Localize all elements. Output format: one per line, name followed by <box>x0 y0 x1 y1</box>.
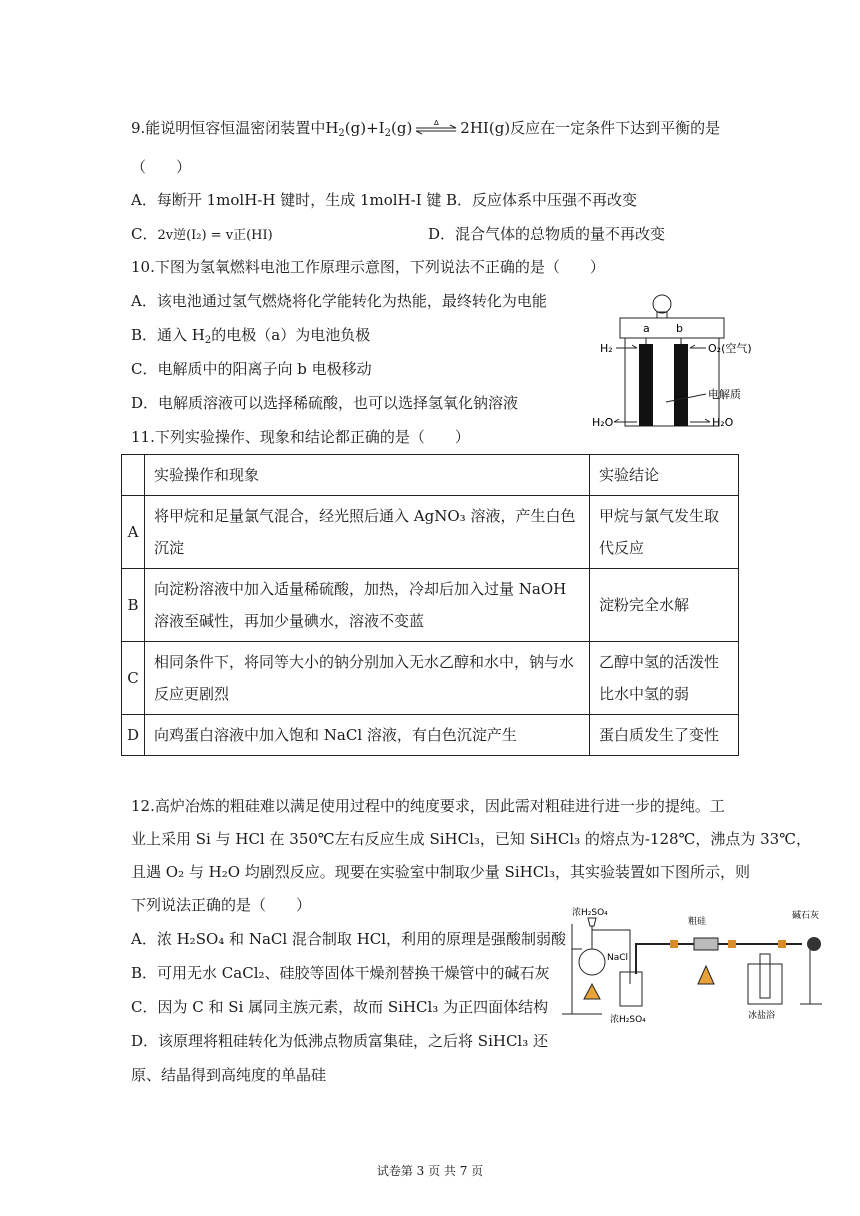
q12-stem-line-1: 12.高炉冶炼的粗硅难以满足使用过程中的纯度要求，因此需对粗硅进行进一步的提纯。工 <box>131 797 725 815</box>
electrode-a-label: a <box>643 322 650 335</box>
q9-option-c: C．2v逆(I₂) = v正(HI) <box>131 225 273 243</box>
q12-stem-line-4: 下列说法正确的是（ ） <box>131 896 312 914</box>
row-conclusion: 蛋白质发生了变性 <box>590 715 739 756</box>
row-conclusion: 甲烷与氯气发生取代反应 <box>590 496 739 569</box>
q10-stem: 10.下图为氢氧燃料电池工作原理示意图，下列说法不正确的是（ ） <box>131 258 605 276</box>
table-row <box>122 715 739 756</box>
q9-option-a: A．每断开 1molH-H 键时，生成 1molH-I 键 <box>131 191 442 209</box>
nacl-label: NaCl <box>607 953 629 963</box>
dropping-funnel-icon <box>588 918 596 926</box>
row-operation: 向淀粉溶液中加入适量稀硫酸，加热，冷却后加入过量 NaOH 溶液至碱性，再加少量碘水，溶液不变蓝 <box>145 569 590 642</box>
o2-inlet-label: O₂(空气) <box>708 342 752 355</box>
page-footer: 试卷第 3 页 共 7 页 <box>376 1164 484 1178</box>
h2o-outlet-right-label: H₂O <box>712 416 734 429</box>
drying-tube-icon <box>807 937 821 951</box>
row-letter: C <box>122 642 145 715</box>
q11-stem: 11.下列实验操作、现象和结论都正确的是（ ） <box>131 428 470 446</box>
q9-stem <box>131 118 720 144</box>
soda-lime-label: 碱石灰 <box>792 911 820 921</box>
q12-option-d-line-2: 原、结晶得到高纯度的单晶硅 <box>131 1066 327 1084</box>
q9-option-d: D．混合气体的总物质的量不再改变 <box>428 225 666 243</box>
reversible-arrow-icon <box>414 119 458 135</box>
flask-icon <box>579 949 605 975</box>
row-conclusion: 淀粉完全水解 <box>590 569 739 642</box>
lightbulb-icon <box>653 295 671 318</box>
table-header-cell: 实验结论 <box>590 455 739 496</box>
fuel-cell-diagram <box>592 290 762 435</box>
q12-option-a: A．浓 H₂SO₄ 和 NaCl 混合制取 HCl，利用的原理是强酸制弱酸 <box>131 930 567 948</box>
q11-table <box>121 454 739 756</box>
q9-stem-suffix: 反应在一定条件下达到平衡的是 <box>510 119 721 137</box>
burner-flame-icon <box>584 984 600 999</box>
wash-bottle-icon <box>620 972 642 1006</box>
table-header-row <box>122 455 739 496</box>
conc-h2so4-bottom-label: 浓H₂SO₄ <box>610 1015 646 1025</box>
ice-bath-label: 冰盐浴 <box>748 1011 776 1021</box>
table-row <box>122 496 739 569</box>
q12-option-c: C．因为 C 和 Si 属同主族元素，故而 SiHCl₃ 为正四面体结构 <box>131 998 549 1016</box>
burner-flame-icon <box>698 966 714 984</box>
table-row <box>122 569 739 642</box>
q9-reaction: $H_2(g)+I_2(g)$ Δ 2HI(g) <box>325 119 511 139</box>
q12-option-d-line-1: D．该原理将粗硅转化为低沸点物质富集硅，之后将 SiHCl₃ 还 <box>131 1032 549 1050</box>
crude-si-label: 粗硅 <box>688 917 707 927</box>
q9-option-c-formula: 2v逆(I₂) = v正(HI) <box>157 228 273 243</box>
electrolyte-label: 电解质 <box>708 388 741 401</box>
q10-option-d: D．电解质溶液可以选择稀硫酸，也可以选择氢氧化钠溶液 <box>131 394 519 412</box>
row-letter: B <box>122 569 145 642</box>
q12-option-b: B．可用无水 CaCl₂、硅胶等固体干燥剂替换干燥管中的碱石灰 <box>131 964 550 982</box>
row-letter: D <box>122 715 145 756</box>
conc-h2so4-top-label: 浓H₂SO₄ <box>572 908 608 918</box>
crude-si-tube-icon <box>694 938 718 950</box>
q10-option-b: B．通入 $H_2$的电极（a）为电池负极 <box>131 326 371 346</box>
q10-option-c: C．电解质中的阳离子向 b 电极移动 <box>131 360 372 378</box>
q12-stem-line-3: 且遇 O₂ 与 H₂O 均剧烈反应。现要在实验室中制取少量 SiHCl₃，其实验装置如下图所示，则 <box>131 863 750 881</box>
row-operation: 将甲烷和足量氯气混合，经光照后通入 AgNO₃ 溶液，产生白色沉淀 <box>145 496 590 569</box>
row-letter: A <box>122 496 145 569</box>
q9-blank: （ ） <box>131 158 192 176</box>
sihcl3-apparatus-diagram <box>552 904 842 1029</box>
q10-option-a: A．该电池通过氢气燃烧将化学能转化为热能，最终转化为电能 <box>131 292 547 310</box>
row-operation: 向鸡蛋白溶液中加入饱和 NaCl 溶液，有白色沉淀产生 <box>145 715 590 756</box>
q9-option-b: B．反应体系中压强不再改变 <box>446 191 638 209</box>
svg-text:Δ: Δ <box>434 119 440 127</box>
h2-inlet-label: H₂ <box>600 342 613 355</box>
table-header-cell <box>122 455 145 496</box>
electrode-b <box>674 344 688 426</box>
q12-stem-line-2: 业上采用 Si 与 HCl 在 350℃左右反应生成 SiHCl₃，已知 SiHCl₃ 的熔点为-128℃，沸点为 33℃， <box>131 830 811 848</box>
h2o-outlet-left-label: H₂O <box>592 416 614 429</box>
table-header-cell: 实验操作和现象 <box>145 455 590 496</box>
row-operation: 相同条件下，将同等大小的钠分别加入无水乙醇和水中，钠与水反应更剧烈 <box>145 642 590 715</box>
q9-stem-prefix: 9.能说明恒容恒温密闭装置中 <box>131 119 326 137</box>
electrode-b-label: b <box>676 322 683 335</box>
table-row <box>122 642 739 715</box>
electrode-a <box>639 344 653 426</box>
row-conclusion: 乙醇中氢的活泼性比水中氢的弱 <box>590 642 739 715</box>
